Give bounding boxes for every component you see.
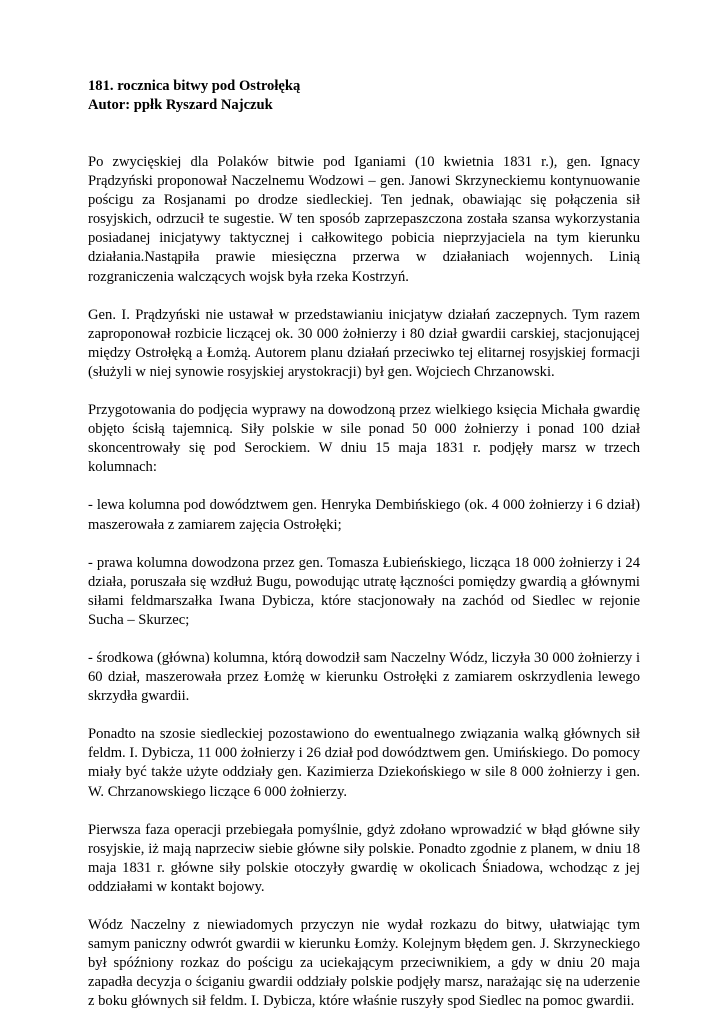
paragraph-spacer <box>88 287 640 306</box>
paragraph-spacer <box>88 382 640 401</box>
paragraph: Pierwsza faza operacji przebiegała pomyślnie, gdyż zdołano wprowadzić w błąd główne siły rosyjskie, iż mają naprzeciw siebie główne siły polskie. Ponadto zgodnie z planem, w dniu 18 maja 1831 r. główne siły polskie otoczyły gwardię w okolicach Śniadowa, wchodząc z jej oddziałami w kontakt bojowy. <box>88 821 640 895</box>
title-spacer <box>88 115 640 153</box>
document-author: Autor: ppłk Ryszard Najczuk <box>88 97 273 113</box>
paragraph-spacer <box>88 535 640 554</box>
paragraph: Gen. I. Prądzyński nie ustawał w przedstawianiu inicjatyw działań zaczepnych. Tym razem zaproponował rozbicie liczącej ok. 30 000 żołnierzy i 80 dział gwardii carskiej, stacjonującej między Ostrołęką a Łomżą. Autorem planu działań przeciwko tej elitarnej rosyjskiej formacji (służyli w niej synowie rosyjskiej arystokracji) był gen. Wojciech Chrzanowski. <box>88 306 640 380</box>
list-item: - prawa kolumna dowodzona przez gen. Tomasza Łubieńskiego, licząca 18 000 żołnierzy i 24 działa, poruszała się wzdłuż Bugu, powodując utratę łączności pomiędzy gwardią a głównymi siłami feldmarszałka Iwana Dybicza, które stacjonowały na zachód od Siedlec w rejonie Sucha – Skurzec; <box>88 554 640 628</box>
paragraph: Wódz Naczelny z niewiadomych przyczyn nie wydał rozkazu do bitwy, ułatwiając tym samym paniczny odwrót gwardii w kierunku Łomży. Kolejnym błędem gen. J. Skrzyneckiego był spóźniony rozkaz do pościgu za uciekającym przeciwnikiem, a gdy w dniu 20 maja zapadła decyzja o ściganiu gwardii oddziały polskie podjęły marsz, narażając się na uderzenie z boku głównych sił feldm. I. Dybicza, które właśnie ruszyły spod Siedlec na pomoc gwardii. <box>88 917 640 1010</box>
paragraph: Ponadto na szosie siedleckiej pozostawiono do ewentualnego związania walką głównych sił feldm. I. Dybicza, 11 000 żołnierzy i 26 dział pod dowództwem gen. Umińskiego. Do pomocy miały być także użyte oddziały gen. Kazimierza Dziekońskiego w sile 8 000 żołnierzy i gen. W. Chrzanowskiego liczące 6 000 żołnierzy. <box>88 726 640 800</box>
document-title: 181. rocznica bitwy pod Ostrołęką <box>88 78 301 94</box>
list-item: - lewa kolumna pod dowództwem gen. Henryka Dembińskiego (ok. 4 000 żołnierzy i 6 dział) maszerowała z zamiarem zajęcia Ostrołęki; <box>88 497 640 533</box>
paragraph-spacer <box>88 706 640 725</box>
paragraph: Przygotowania do podjęcia wyprawy na dowodzoną przez wielkiego księcia Michała gwardię objęto ścisłą tajemnicą. Siły polskie w sile ponad 50 000 żołnierzy i ponad 100 dział skoncentrowały się pod Serockiem. W dniu 15 maja 1831 r. podjęły marsz w trzech kolumnach: <box>88 402 640 476</box>
paragraph-spacer <box>88 897 640 916</box>
list-item: - środkowa (główna) kolumna, którą dowodził sam Naczelny Wódz, liczyła 30 000 żołnierzy i 60 dział, maszerowała przez Łomżę w kierunku Ostrołęki z zamiarem oskrzydlenia lewego skrzydła gwardii. <box>88 649 640 705</box>
document-page <box>88 77 640 1011</box>
paragraph-spacer <box>88 802 640 821</box>
paragraph-spacer <box>88 630 640 649</box>
paragraph-spacer <box>88 477 640 496</box>
paragraph: Po zwycięskiej dla Polaków bitwie pod Iganiami (10 kwietnia 1831 r.), gen. Ignacy Prądzyński proponował Naczelnemu Wodzowi – gen. Janowi Skrzyneckiemu kontynuowanie pościgu za Rosjanami po drodze siedleckiej. Ten jednak, obawiając się połączenia sił rosyjskich, odrzucił te sugestie. W ten sposób zaprzepaszczona została szansa wykorzystania posiadanej inicjatywy taktycznej i całkowitego pobicia nieprzyjaciela na tym kierunku działania.Nastąpiła prawie miesięczna przerwa w działaniach wojennych. Linią rozgraniczenia walczących wojsk była rzeka Kostrzyń. <box>88 154 640 285</box>
